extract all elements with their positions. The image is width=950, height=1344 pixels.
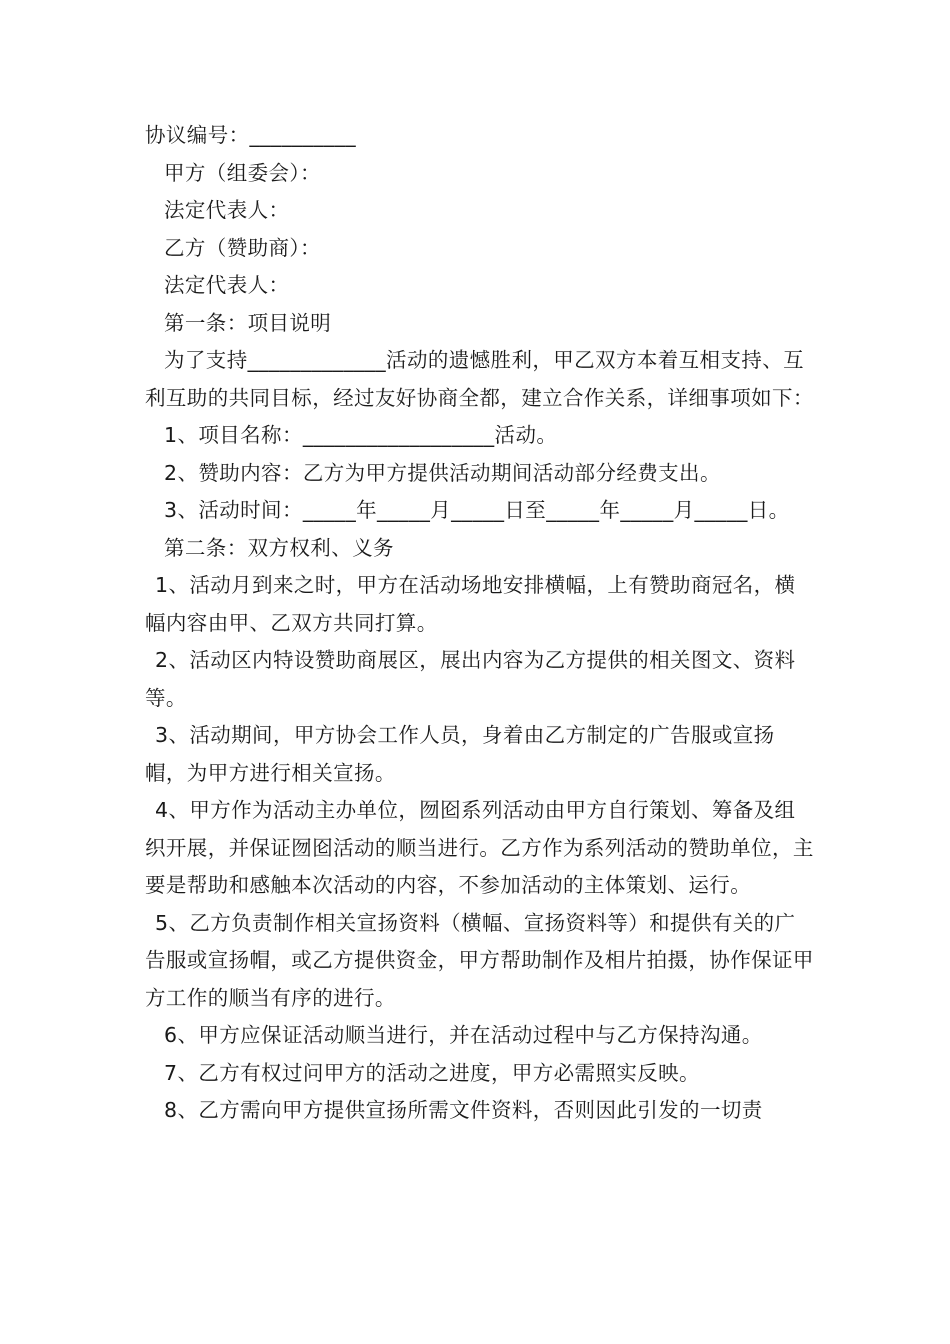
article-2-item: 1、活动月到来之时，甲方在活动场地安排横幅，上有赞助商冠名，横幅内容由甲、乙双方共同打算。 bbox=[145, 573, 796, 635]
agreement-number: 协议编号：__________ bbox=[145, 123, 356, 147]
party-b-label: 乙方（赞助商）： bbox=[164, 235, 321, 260]
article-1-title: 第一条：项目说明 bbox=[164, 310, 332, 335]
article-2-item: 4、甲方作为活动主办单位，囫囵系列活动由甲方自行策划、筹备及组织开展，并保证囫囵活动的顺当进行。乙方作为系列活动的赞助单位，主要是帮助和感触本次活动的内容，不参加活动的主体策划、运行。 bbox=[145, 798, 814, 897]
article-2-title: 第二条：双方权利、义务 bbox=[164, 535, 394, 560]
article-1-intro: 为了支持_____________活动的遗憾胜利，甲乙双方本着互相支持、互利互助的共同目标，经过友好协商全都，建立合作关系，详细事项如下： bbox=[145, 348, 814, 410]
article-2-item: 7、乙方有权过问甲方的活动之进度，甲方必需照实反映。 bbox=[164, 1060, 700, 1085]
party-a-representative: 法定代表人： bbox=[164, 198, 290, 222]
contract-body bbox=[145, 117, 815, 1130]
article-2-item: 6、甲方应保证活动顺当进行，并在活动过程中与乙方保持沟通。 bbox=[164, 1023, 763, 1047]
article-2-item: 3、活动期间，甲方协会工作人员，身着由乙方制定的广告服或宣扬帽，为甲方进行相关宣扬。 bbox=[145, 723, 775, 785]
article-1-item: 1、项目名称：__________________活动。 bbox=[164, 423, 558, 447]
article-2-item: 8、乙方需向甲方提供宣扬所需文件资料，否则因此引发的一切责 bbox=[164, 1098, 763, 1122]
article-1-item: 2、赞助内容：乙方为甲方提供活动期间活动部分经费支出。 bbox=[164, 460, 721, 485]
party-b-representative: 法定代表人： bbox=[164, 273, 290, 297]
article-2-item: 5、乙方负责制作相关宣扬资料（横幅、宣扬资料等）和提供有关的广告服或宣扬帽，或乙方提供资金，甲方帮助制作及相片拍摄，协作保证甲方工作的顺当有序的进行。 bbox=[145, 910, 814, 1010]
party-a-label: 甲方（组委会）： bbox=[164, 160, 321, 185]
article-2-item: 2、活动区内特设赞助商展区，展出内容为乙方提供的相关图文、资料等。 bbox=[145, 648, 796, 710]
article-1-item: 3、活动时间：_____年_____月_____日至_____年_____月_____日。 bbox=[164, 498, 790, 522]
